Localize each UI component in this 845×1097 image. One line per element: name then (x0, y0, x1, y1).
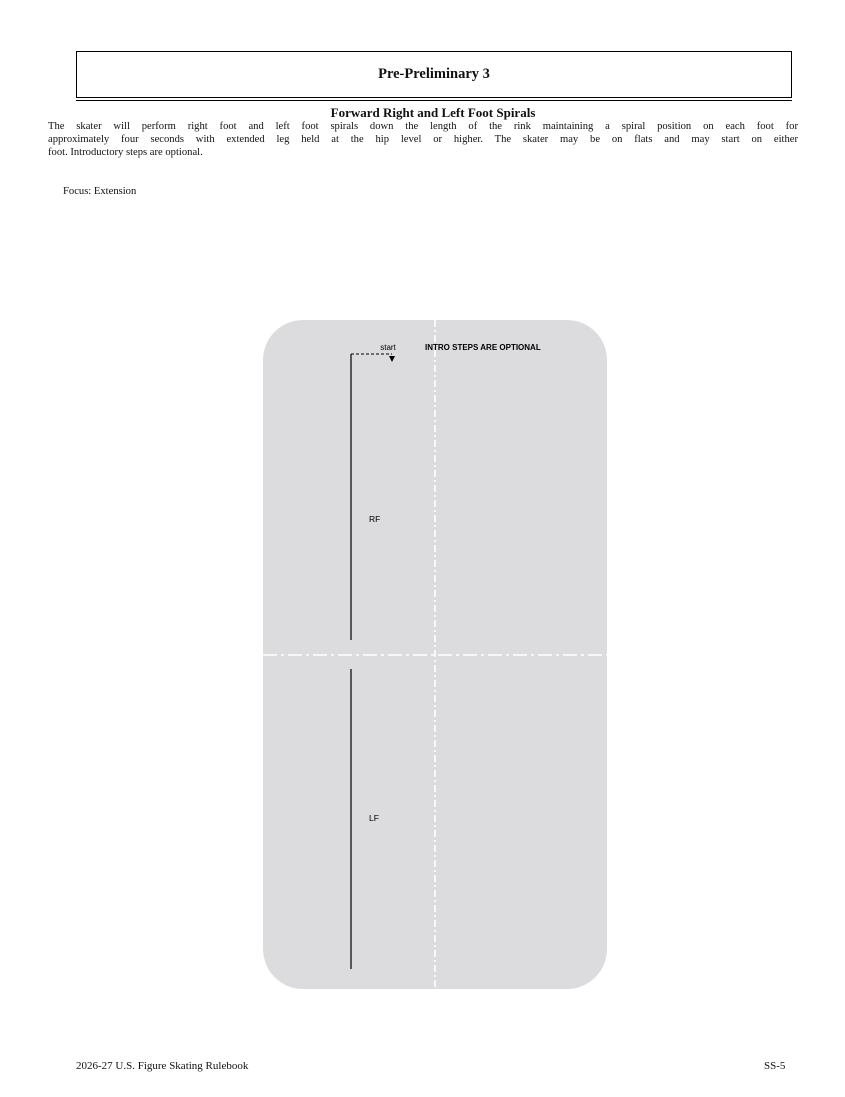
left-foot-label: LF (369, 813, 379, 823)
intro-steps-label: INTRO STEPS ARE OPTIONAL (425, 343, 541, 352)
start-label: start (380, 343, 396, 352)
footer-page-number: SS-5 (764, 1060, 786, 1072)
description-line: The skater will perform right foot and left foot spirals down the length of the rink maintaining a spiral position on each foot for (48, 121, 798, 132)
description-line: foot. Introductory steps are optional. (48, 147, 203, 158)
skill-title: Forward Right and Left Foot Spirals (330, 105, 536, 120)
description-line: approximately four seconds with extended leg held at the hip level or higher. The skater may be on flats and may start on either (48, 134, 798, 145)
page-title: Pre-Preliminary 3 (378, 66, 490, 82)
footer-rulebook: 2026-27 U.S. Figure Skating Rulebook (76, 1060, 249, 1072)
skill-focus: Focus: Extension (63, 186, 137, 197)
right-foot-label: RF (369, 514, 381, 524)
